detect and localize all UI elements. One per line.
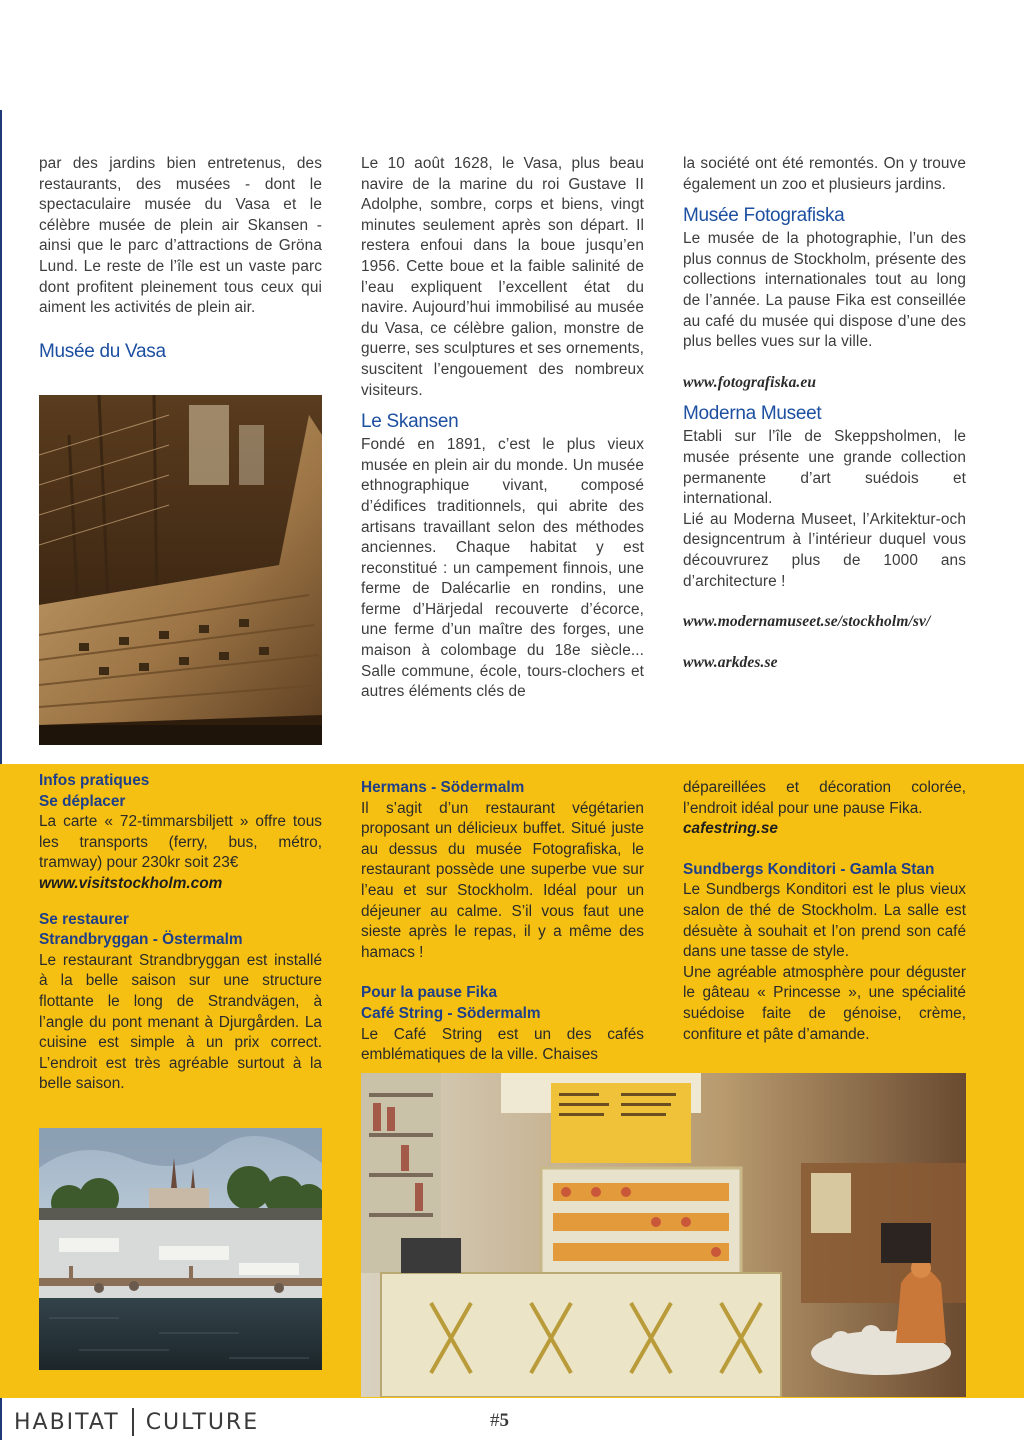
- skansen-paragraph: Fondé en 1891, c’est le plus vieux musée en plein air du monde. Un musée ethnographique vivant, composé d’édifices traditionnels, qui abrite des artisans travaillant selon des méthodes anciennes. Chaque habitat y est reconstitué : un campement finnois, une ferme de Dalécarlie en rondins, une ferme d’Härjedal recouverte d’écorce, une ferme d’un maître des forges, une maison à colombage du 18e siècle... Salle commune, école, tours-clochers et autres éléments clés de: [361, 436, 644, 701]
- infos-column-1: [39, 771, 322, 1095]
- fotografiska-paragraph: Le musée de la photographie, l’un des plus connus de Stockholm, présente des collections internationales tout au long de l’année. La pause Fika est conseillée au café du musée qui dispose d’une des plus belles vues sur la ville.: [683, 230, 966, 351]
- vasa-paragraph: Le 10 août 1628, le Vasa, plus beau navire de la marine du roi Gustave II Adolphe, sombre, corps et biens, vingt minutes seulement après son départ. Il restera enfoui dans la boue jusqu’en 1956. Cette boue et la faible salinité de l’eau expliquent l’excellent état du navire. Aujourd’hui immobilisé au musée du Vasa, ce célèbre galion, monstre de guerre, ses sculptures et ses ornements, suscitent l’engouement des nombreux visiteurs.: [361, 155, 644, 399]
- arkdes-link[interactable]: www.arkdes.se: [683, 653, 778, 671]
- moderna-paragraph: Etabli sur l’île de Skeppsholmen, le musée présente une grande collection permanente d’art suédois et international.: [683, 428, 966, 508]
- footer-culture: CULTURE: [145, 1409, 260, 1435]
- intro-paragraph: par des jardins bien entretenus, des restaurants, des musées - dont le spectaculaire musée du Vasa et le célèbre musée de plein air Skansen - ainsi que le parc d’attractions de Gröna Lund. Le reste de l’île est un vaste parc dont profitent pleinement tous ceux qui aiment les activités de plein air.: [39, 155, 322, 317]
- infos-title: Infos pratiques: [39, 772, 150, 789]
- fotografiska-link[interactable]: www.fotografiska.eu: [683, 373, 817, 391]
- cafe-string-text: Le Café String est un des cafés emblématiques de la ville. Chaises: [361, 1025, 644, 1064]
- footer-section-label: [14, 1408, 259, 1436]
- se-restaurer-title: Se restaurer: [39, 910, 129, 928]
- strandbryggan-title: Strandbryggan - Östermalm: [39, 931, 243, 949]
- column-3: [683, 154, 966, 673]
- visitstockholm-link[interactable]: www.visitstockholm.com: [39, 874, 223, 892]
- sundbergs-text-2: Une agréable atmosphère pour déguster le gâteau « Princesse », une spécialité suédoise faite de génoise, crème, confiture et pâte d’amande.: [683, 963, 966, 1043]
- infos-column-2: [361, 778, 644, 1066]
- heading-musee-vasa: Musée du Vasa: [39, 340, 166, 362]
- heading-skansen: Le Skansen: [361, 411, 459, 433]
- page-number: [490, 1410, 509, 1432]
- hermans-text: Il s’agit d’un restaurant végétarien proposant un délicieux buffet. Situé juste au dessus du musée Fotografiska, le restaurant possède une superbe vue sur l’eau et sur Stockholm. Idéal pour un déjeuner au calme. S’il vous faut une sieste après le repas, il y a même des hamacs !: [361, 799, 644, 961]
- fika-title: Pour la pause Fika: [361, 984, 497, 1002]
- infos-column-3: [683, 778, 966, 1045]
- sundbergs-title: Sundbergs Konditori - Gamla Stan: [683, 860, 935, 878]
- footer-divider: [132, 1408, 134, 1436]
- moderna-link[interactable]: www.modernamuseet.se/stockholm/sv/: [683, 613, 931, 631]
- cafe-string-continued: dépareillées et décoration colorée, l’endroit idéal pour une pause Fika.: [683, 779, 966, 817]
- sundbergs-text: Le Sundbergs Konditori est le plus vieux salon de thé de Stockholm. La salle est désuète à souhait et l’on prend son café dans une tasse de style.: [683, 881, 966, 961]
- page-hash: #: [490, 1410, 500, 1431]
- strandbryggan-photo: [39, 1128, 322, 1370]
- page-number-value: 5: [499, 1410, 509, 1431]
- se-deplacer-text: La carte « 72-timmarsbiljett » offre tous les transports (ferry, bus, métro, tramway) pour 230kr soit 23€: [39, 813, 322, 872]
- cafe-string-title: Café String - Södermalm: [361, 1004, 541, 1022]
- heading-moderna: Moderna Museet: [683, 403, 822, 425]
- strandbryggan-text: Le restaurant Strandbryggan est installé à la belle saison sur une structure flottante le long de Strandvägen, à l’angle du pont menant à Djurgården. La cuisine est simple à un prix correct. L’endroit est très agréable surtout à la belle saison.: [39, 951, 322, 1093]
- skansen-continued: la société ont été remontés. On y trouve également un zoo et plusieurs jardins.: [683, 155, 966, 193]
- heading-fotografiska: Musée Fotografiska: [683, 205, 845, 227]
- column-1: [39, 154, 322, 365]
- se-deplacer-title: Se déplacer: [39, 792, 126, 810]
- column-2: [361, 154, 644, 703]
- hermans-title: Hermans - Södermalm: [361, 779, 525, 796]
- cafe-string-photo: [361, 1073, 966, 1397]
- vasa-ship-photo: [39, 395, 322, 745]
- arkdes-paragraph: Lié au Moderna Museet, l’Arkitektur-och designcentrum à l’intérieur duquel vous découvrurez plus de 1000 ans d’architecture !: [683, 510, 966, 590]
- footer-habitat: HABITAT: [14, 1409, 120, 1435]
- cafestring-link[interactable]: cafestring.se: [683, 820, 778, 838]
